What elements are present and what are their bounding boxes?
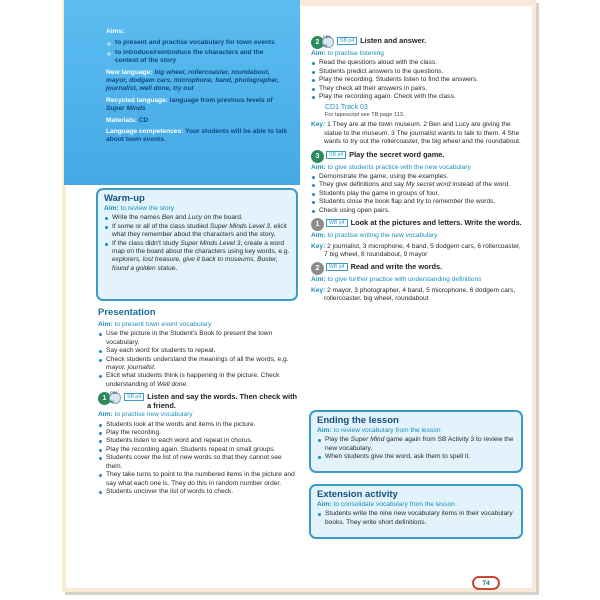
- new-language: [106, 69, 288, 94]
- competences-text: Your students will be able to talk about town events.: [106, 128, 288, 144]
- activity-title: Look at the pictures and letters. Write the words.: [350, 218, 522, 228]
- aim-label: Aim:: [311, 232, 326, 240]
- wb-2-aim: [311, 276, 523, 284]
- presentation-section: [98, 307, 298, 496]
- extension-aim: [317, 501, 515, 509]
- aim-label: Aim:: [311, 276, 326, 284]
- activity-2-aim: [311, 50, 523, 58]
- list-item: Play the Super Mind game again from SB Activity 3 to review the new vocabulary.: [317, 436, 515, 453]
- extension-title: Extension activity: [317, 489, 398, 500]
- extension-panel: [309, 484, 523, 539]
- sb-page-ref: SB p4: [326, 151, 346, 159]
- aim-label: Aim:: [311, 50, 326, 57]
- ending-aim: [317, 427, 515, 435]
- list-item: Check students understand the meanings of all the words, e.g. mayor, journalist.: [98, 356, 298, 373]
- key-text: 2 journalist, 3 microphone, 4 band, 5 dodgem cars, 6 rollercoaster, 7 big wheel, 8 roundabout, 9 mayor: [324, 242, 521, 258]
- wb-2-heading: [311, 262, 523, 275]
- new-language-text: big wheel, rollercoaster, roundabout, mayor, dodgem cars, microphone, band, photographer, journalist, well done, try out: [106, 68, 279, 93]
- aim-label: Aim:: [311, 163, 326, 171]
- list-item: Demonstrate the game, using the examples.: [311, 173, 523, 181]
- activity-2-key: [311, 121, 523, 146]
- aim-text: to practise new vocabulary: [114, 411, 193, 419]
- activity-title: Play the secret word game.: [349, 149, 445, 159]
- key-label: Key:: [311, 286, 326, 294]
- list-item: Play the recording again. Students repeat in small groups.: [98, 446, 298, 454]
- wb-page-ref: WB p4: [326, 263, 348, 271]
- tapescript-note: For tapescript see TB page 113.: [325, 112, 405, 119]
- wb-2-key: [311, 287, 523, 304]
- list-item: Play the recording again. Check with the class.: [311, 93, 523, 101]
- cd-icon: CD1 02: [109, 392, 121, 404]
- recycled-label: Recycled language:: [106, 96, 168, 104]
- aim-label: Aim:: [317, 501, 332, 508]
- activity-number-badge: 2: [311, 262, 324, 275]
- activity-1-aim: [98, 411, 298, 419]
- list-item: Students write the nine new vocabulary items in their vocabulary books. They write short definitions.: [317, 510, 515, 527]
- list-item: Read the questions aloud with the class.: [311, 59, 523, 67]
- sb-page-ref: SB p4: [337, 37, 357, 45]
- wb-page-ref: WB p4: [326, 219, 348, 227]
- list-item: Students predict answers to the questions.: [311, 68, 523, 76]
- cd-track: CD1 Track 03: [325, 104, 368, 112]
- list-item: They check all their answers in pairs.: [311, 85, 523, 93]
- book-page: [62, 0, 536, 592]
- key-text: 2 mayor, 3 photographer, 4 band, 5 microphone, 6 dodgem cars, rollercoaster, big wheel, roundabout: [324, 286, 516, 303]
- aim-text: to practise writing the new vocabulary: [327, 232, 438, 240]
- activity-number-badge: 2: [311, 36, 324, 49]
- aim-item: to introduce/reintroduce the characters and the context of the story: [106, 49, 288, 66]
- materials: [106, 117, 288, 125]
- competences-label: Language competences:: [106, 128, 184, 136]
- recycled-italic: Super Minds: [106, 105, 146, 113]
- list-item: If some or all of the class studied Super Minds Level 3, elicit what they remember about the characters and the story.: [104, 223, 290, 240]
- extension-list: [317, 510, 515, 527]
- activity-1-heading: [98, 392, 298, 410]
- aim-text: to present town event vocabulary: [114, 321, 212, 328]
- list-item: They take turns to point to the numbered items in the picture and say what each one is. They do this in random number order.: [98, 471, 298, 488]
- materials-text: CD: [138, 116, 149, 124]
- aims-list: [106, 39, 288, 65]
- ending-title: Ending the lesson: [317, 415, 399, 426]
- warmup-list: [104, 214, 290, 273]
- presentation-title: Presentation: [98, 307, 156, 318]
- key-label: Key:: [311, 242, 326, 250]
- aim-label: Aim:: [98, 321, 113, 328]
- warmup-panel: [96, 188, 298, 301]
- aim-text: to consolidate vocabulary from the lesson: [333, 501, 455, 508]
- aim-label: Aim:: [317, 427, 332, 434]
- activity-2-list: [311, 59, 523, 101]
- aim-text: to practise listening: [327, 50, 384, 57]
- warmup-aim: [104, 205, 290, 213]
- activity-number-badge: 3: [311, 150, 324, 163]
- list-item: Play the recording. Students listen to find the answers.: [311, 76, 523, 84]
- list-item: Students look at the words and items in the picture.: [98, 421, 298, 429]
- wb-1-key: [311, 243, 523, 260]
- list-item: Students listen to each word and repeat in chorus.: [98, 437, 298, 445]
- list-item: Use the picture in the Student's Book to present the town vocabulary.: [98, 330, 298, 347]
- activity-3-list: [311, 173, 523, 215]
- competences: [106, 128, 288, 145]
- list-item: Check using open pairs.: [311, 207, 523, 215]
- list-item: Students cover the list of new words so that they cannot see them.: [98, 454, 298, 471]
- activity-3-aim: [311, 164, 523, 172]
- page-number: T4: [472, 576, 500, 590]
- cd-icon: CD1 03: [322, 36, 334, 48]
- recycled-text: language from previous levels of: [169, 96, 273, 104]
- aim-label: Aim:: [98, 411, 113, 419]
- activity-3-heading: [311, 150, 523, 163]
- activity-number-badge: 1: [311, 218, 324, 231]
- aim-text: to give students practice with the new vocabulary: [327, 163, 471, 171]
- list-item: Students play the game in groups of four.: [311, 190, 523, 198]
- list-item: When students give the word, ask them to spell it.: [317, 453, 515, 461]
- aim-item: to present and practise vocabulary for town events: [106, 39, 288, 47]
- new-language-label: New language:: [106, 68, 153, 76]
- wb-1-heading: [311, 218, 523, 231]
- sb-page-ref: SB p4: [124, 393, 144, 401]
- wb-1-aim: [311, 232, 523, 240]
- aim-text: to review the story: [120, 205, 175, 212]
- list-item: Say each word for students to repeat.: [98, 347, 298, 355]
- list-item: Students close the book flap and try to remember the words.: [311, 198, 523, 206]
- aims-label: Aims:: [106, 28, 125, 35]
- activity-1-list: [98, 421, 298, 497]
- activity-title: Listen and say the words. Then check with a friend.: [147, 392, 298, 411]
- warmup-title: Warm-up: [104, 193, 145, 204]
- aim-text: to review vocabulary from the lesson: [333, 427, 441, 434]
- materials-label: Materials:: [106, 116, 137, 124]
- activity-title: Read and write the words.: [350, 262, 443, 272]
- presentation-list: [98, 330, 298, 389]
- ending-panel: [309, 410, 523, 473]
- key-label: Key:: [311, 121, 326, 129]
- presentation-aim: [98, 321, 298, 329]
- recycled-language: [106, 97, 288, 114]
- activity-number-badge: 1: [98, 392, 111, 405]
- list-item: Students uncover the list of words to check.: [98, 488, 298, 496]
- activity-2-heading: [311, 36, 523, 49]
- page-content: [66, 6, 532, 588]
- list-item: Write the names Ben and Lucy on the board.: [104, 214, 290, 222]
- aim-text: to give further practice with understanding definitions: [327, 276, 482, 284]
- list-item: If the class didn't study Super Minds Level 3, create a word map on the board about the characters using key words, e.g. explorers, lost treasure, give it back to museums, Buster, found a golden statue.: [104, 240, 290, 274]
- activity-title: Listen and answer.: [360, 36, 427, 45]
- right-column: [311, 36, 523, 306]
- list-item: Play the recording.: [98, 429, 298, 437]
- list-item: Elicit what students think is happening in the picture. Check understanding of Well done.: [98, 372, 298, 389]
- list-item: They give definitions and say My secret word instead of the word.: [311, 181, 523, 189]
- key-text: 1 They are at the town museum. 2 Ben and Lucy are giving the statue to the museum. 3 The journalist wants to talk to them. 4 She wants to try out the rollercoaster, the big wheel and the roundabout.: [324, 121, 521, 146]
- lesson-aims-box: [64, 0, 300, 185]
- ending-list: [317, 436, 515, 461]
- aim-label: Aim:: [104, 205, 119, 212]
